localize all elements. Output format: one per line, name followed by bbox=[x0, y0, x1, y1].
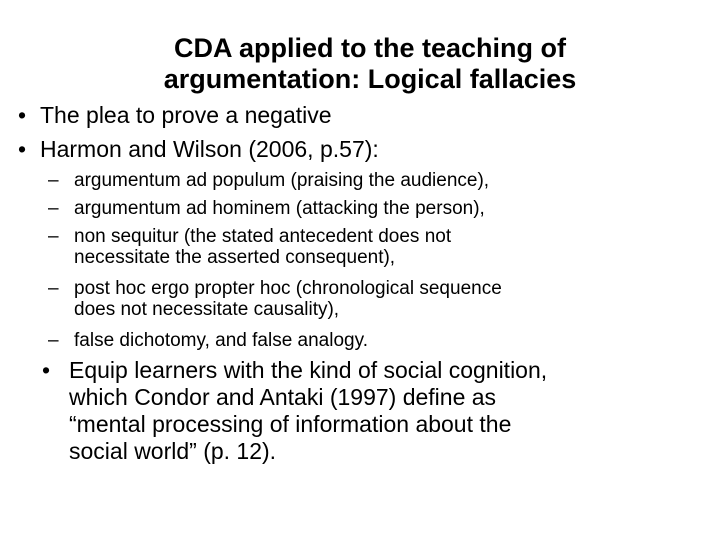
sub-bullet-item bbox=[48, 170, 674, 191]
slide-title bbox=[110, 33, 630, 95]
dash-marker: – bbox=[48, 278, 59, 299]
sub-bullet-item bbox=[48, 278, 674, 320]
slide-title-line: CDA applied to the teaching of bbox=[173, 33, 566, 63]
sub-bullet-text: argumentum ad hominem (attacking the person), bbox=[74, 198, 485, 219]
bullet-item bbox=[18, 101, 332, 129]
bullet-item bbox=[42, 357, 689, 465]
sub-bullet-item bbox=[48, 198, 674, 219]
sub-bullet-text: does not necessitate causality), bbox=[74, 299, 340, 320]
bullet-marker: • bbox=[42, 357, 51, 383]
bullet-marker: • bbox=[18, 102, 27, 128]
bullet-text: Harmon and Wilson (2006, p.57): bbox=[40, 136, 379, 162]
slide-title-line: argumentation: Logical fallacies bbox=[163, 64, 577, 94]
sub-bullet-text: false dichotomy, and false analogy. bbox=[74, 330, 368, 351]
bullet-marker: • bbox=[18, 136, 27, 162]
sub-bullet-text: non sequitur (the stated antecedent does not bbox=[74, 226, 452, 247]
bullet-text: “mental processing of information about the bbox=[69, 411, 512, 437]
sub-bullet-item bbox=[48, 226, 674, 268]
bullet-item bbox=[18, 135, 379, 163]
bullet-text: Equip learners with the kind of social cognition, bbox=[69, 357, 548, 383]
dash-marker: – bbox=[48, 198, 59, 219]
sub-bullet-text: post hoc ergo propter hoc (chronological sequence bbox=[74, 278, 502, 299]
dash-marker: – bbox=[48, 330, 59, 351]
sub-bullet-text: argumentum ad populum (praising the audience), bbox=[74, 170, 490, 191]
bullet-text: social world” (p. 12). bbox=[69, 438, 277, 464]
dash-marker: – bbox=[48, 226, 59, 247]
bullet-text: which Condor and Antaki (1997) define as bbox=[69, 384, 497, 410]
bullet-text: The plea to prove a negative bbox=[40, 102, 332, 128]
dash-marker: – bbox=[48, 170, 59, 191]
sub-bullet-text: necessitate the asserted consequent), bbox=[74, 247, 396, 268]
sub-bullet-item bbox=[48, 330, 674, 351]
